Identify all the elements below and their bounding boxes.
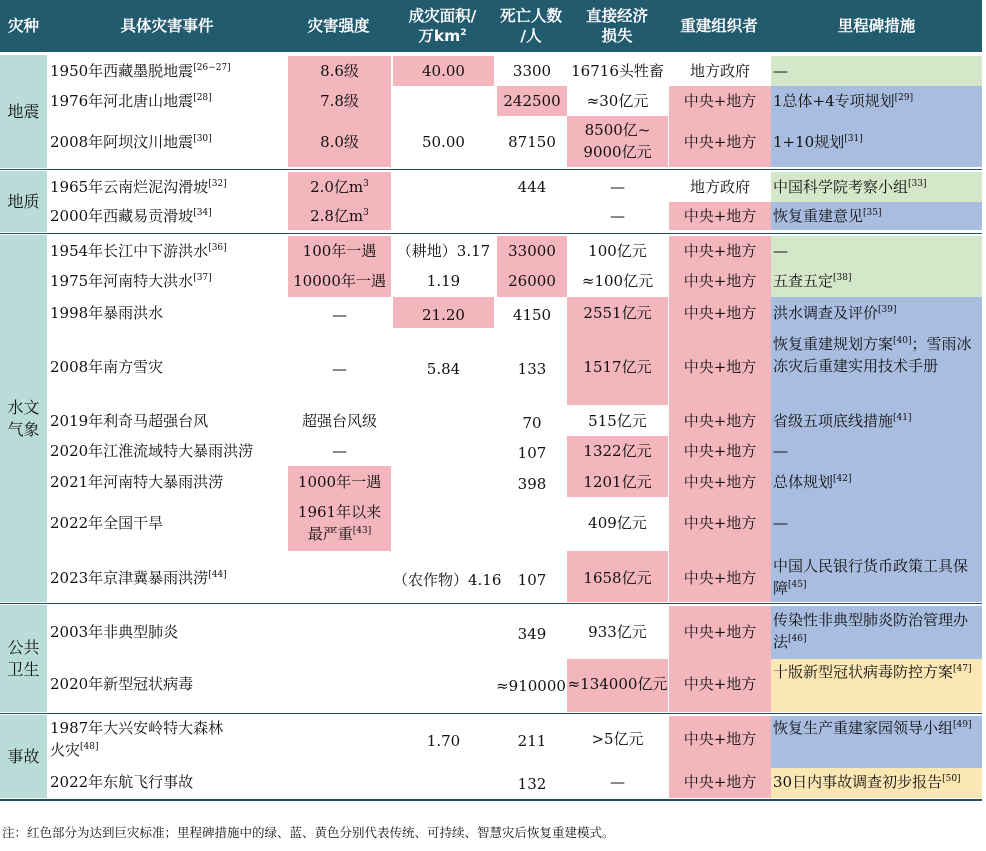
milestone-cell: 省级五项底线措施[41] bbox=[773, 412, 912, 430]
loss-cell: 8500亿~ 9000亿元 bbox=[583, 121, 652, 161]
event-cell: 1950年西藏墨脱地震[26−27] bbox=[50, 62, 231, 80]
loss-cell: 1201亿元 bbox=[583, 473, 652, 491]
event-cell: 1975年河南特大洪水[37] bbox=[50, 272, 212, 290]
area-cell: 21.20 bbox=[422, 306, 465, 324]
organizer-cell: 中央+地方 bbox=[683, 412, 757, 430]
category-earthquake: 地震 bbox=[0, 55, 47, 168]
area-cell: 1.19 bbox=[426, 272, 461, 290]
event-cell: 2022年全国干旱 bbox=[50, 514, 164, 532]
header-area: 成灾面积/ 万$km^2$ bbox=[408, 7, 477, 45]
event-cell: 1965年云南烂泥沟滑坡[32] bbox=[50, 178, 227, 196]
event-cell: 1954年长江中下游洪水[36] bbox=[50, 242, 227, 260]
intensity-cell: 1000年一遇 bbox=[297, 473, 382, 491]
event-cell: 2019年利奇马超强台风 bbox=[50, 412, 209, 430]
loss-cell: 1322亿元 bbox=[583, 442, 652, 460]
event-cell: 2021年河南特大暴雨洪涝 bbox=[50, 473, 224, 491]
event-cell: 2020年江淮流域特大暴雨洪涝 bbox=[50, 442, 254, 460]
area-cell: 40.00 bbox=[422, 62, 465, 80]
event-cell: 2003年非典型肺炎 bbox=[50, 623, 179, 641]
intensity-cell: 8.6级 bbox=[320, 62, 359, 80]
intensity-cell: 8.0级 bbox=[320, 133, 359, 151]
intensity-cell: 1961年以来 最严重[43] bbox=[297, 503, 382, 543]
deaths-cell: 211 bbox=[517, 732, 547, 750]
deaths-cell: 133 bbox=[517, 360, 547, 378]
loss-cell: — bbox=[610, 773, 625, 791]
category-accident: 事故 bbox=[0, 715, 47, 798]
organizer-cell: 中央+地方 bbox=[683, 207, 757, 225]
organizer-cell: 中央+地方 bbox=[683, 304, 757, 322]
organizer-cell: 中央+地方 bbox=[683, 133, 757, 151]
loss-cell: 409亿元 bbox=[588, 514, 647, 532]
organizer-cell: 中央+地方 bbox=[683, 514, 757, 532]
deaths-cell: 70 bbox=[522, 414, 542, 432]
event-cell: 1998年暴雨洪水 bbox=[50, 304, 164, 322]
deaths-cell: 398 bbox=[517, 475, 547, 493]
header-deaths: 死亡人数 /人 bbox=[499, 7, 562, 45]
loss-cell: 515亿元 bbox=[588, 412, 647, 430]
divider bbox=[0, 233, 982, 234]
divider bbox=[0, 603, 982, 604]
area-cell: （农作物）4.16 bbox=[393, 571, 502, 589]
intensity-cell: — bbox=[332, 306, 347, 324]
divider bbox=[0, 169, 982, 170]
event-cell: 1987年大兴安岭特大森林 火灾[48] bbox=[50, 719, 224, 759]
table-footnote: 注：红色部分为达到巨灾标准；里程碑措施中的绿、蓝、黄色分别代表传统、可持续、智慧灾后恢复重建模式。 bbox=[2, 825, 615, 840]
header-loss: 直接经济 损失 bbox=[585, 7, 648, 45]
milestone-cell: 恢复生产重建家园领导小组[49] bbox=[773, 719, 972, 737]
milestone-cell: — bbox=[773, 62, 788, 80]
deaths-cell: ≈910000 bbox=[496, 677, 566, 695]
deaths-cell: 87150 bbox=[508, 133, 556, 151]
event-cell: 2008年南方雪灾 bbox=[50, 358, 164, 376]
milestone-cell: 恢复重建规划方案[40]；雪雨冰冻灾后重建实用技术手册 bbox=[773, 335, 972, 375]
milestone-cell: 恢复重建意见[35] bbox=[773, 207, 882, 225]
deaths-cell: 4150 bbox=[512, 306, 552, 324]
category-hydro-meteorology: 水文 气象 bbox=[0, 235, 47, 602]
milestone-cell: — bbox=[773, 442, 788, 460]
intensity-cell: 7.8级 bbox=[320, 92, 359, 110]
organizer-cell: 中央+地方 bbox=[683, 272, 757, 290]
event-cell: 2000年西藏易贡滑坡[34] bbox=[50, 207, 212, 225]
organizer-cell: 中央+地方 bbox=[683, 242, 757, 260]
header-organizer: 重建组织者 bbox=[680, 17, 758, 35]
deaths-cell: 33000 bbox=[508, 242, 556, 260]
loss-cell: 16716头牲畜 bbox=[571, 62, 664, 80]
deaths-cell: 107 bbox=[517, 444, 547, 462]
deaths-cell: 349 bbox=[517, 625, 547, 643]
loss-cell: 1658亿元 bbox=[583, 569, 652, 587]
event-cell: 2022年东航飞行事故 bbox=[50, 773, 194, 791]
loss-cell: — bbox=[610, 178, 625, 196]
milestone-cell: 30日内事故调查初步报告[50] bbox=[773, 773, 961, 791]
category-public-health: 公共 卫生 bbox=[0, 605, 47, 712]
deaths-cell: 242500 bbox=[503, 92, 561, 110]
organizer-cell: 中央+地方 bbox=[683, 473, 757, 491]
deaths-cell: 107 bbox=[517, 571, 547, 589]
organizer-cell: 地方政府 bbox=[689, 62, 750, 80]
organizer-cell: 中央+地方 bbox=[683, 675, 757, 693]
milestone-cell: 十版新型冠状病毒防控方案[47] bbox=[773, 663, 972, 681]
header-event: 具体灾害事件 bbox=[120, 17, 214, 35]
organizer-cell: 中央+地方 bbox=[683, 92, 757, 110]
milestone-cell: — bbox=[773, 242, 788, 260]
intensity-cell: — bbox=[332, 442, 347, 460]
milestone-cell: 1+10规划[31] bbox=[773, 133, 863, 151]
milestone-cell: 洪水调查及评价[39] bbox=[773, 304, 897, 322]
loss-cell: ≈100亿元 bbox=[581, 272, 654, 290]
milestone-cell: 中国科学院考察小组[33] bbox=[773, 178, 927, 196]
organizer-cell: 中央+地方 bbox=[683, 442, 757, 460]
organizer-cell: 中央+地方 bbox=[683, 730, 757, 748]
deaths-cell: 444 bbox=[517, 178, 547, 196]
loss-cell: ≈134000亿元 bbox=[567, 675, 668, 693]
intensity-cell: 10000年一遇 bbox=[293, 272, 386, 290]
event-cell: 1976年河北唐山地震[28] bbox=[50, 92, 212, 110]
loss-cell: 2551亿元 bbox=[583, 304, 652, 322]
milestone-cell: 五查五定[38] bbox=[773, 272, 852, 290]
organizer-cell: 中央+地方 bbox=[683, 773, 757, 791]
organizer-cell: 中央+地方 bbox=[683, 569, 757, 587]
event-cell: 2023年京津冀暴雨洪涝[44] bbox=[50, 569, 227, 587]
loss-cell: 933亿元 bbox=[588, 623, 647, 641]
loss-cell: ≈30亿元 bbox=[586, 92, 649, 110]
organizer-cell: 地方政府 bbox=[689, 178, 750, 196]
intensity-cell: 2.8亿$m^3$ bbox=[310, 207, 369, 225]
milestone-cell: 总体规划[42] bbox=[773, 473, 852, 491]
area-cell: 5.84 bbox=[426, 360, 461, 378]
header-intensity: 灾害强度 bbox=[307, 17, 370, 35]
area-cell: 50.00 bbox=[422, 133, 465, 151]
header-disaster-type: 灾种 bbox=[7, 17, 39, 35]
area-cell: （耕地）3.17 bbox=[396, 242, 491, 260]
loss-cell: >5亿元 bbox=[591, 730, 644, 748]
organizer-cell: 中央+地方 bbox=[683, 358, 757, 376]
milestone-cell: 1总体+4专项规划[29] bbox=[773, 92, 914, 110]
milestone-cell: — bbox=[773, 514, 788, 532]
intensity-cell: 2.0亿$m^3$ bbox=[310, 178, 369, 196]
area-cell: 1.70 bbox=[426, 732, 461, 750]
category-geology: 地质 bbox=[0, 171, 47, 232]
intensity-cell: — bbox=[332, 360, 347, 378]
loss-cell: — bbox=[610, 207, 625, 225]
table-bottom-rule bbox=[0, 799, 982, 801]
deaths-cell: 26000 bbox=[508, 272, 556, 290]
loss-cell: 1517亿元 bbox=[583, 358, 652, 376]
milestone-cell: 传染性非典型肺炎防治管理办法[46] bbox=[773, 611, 969, 651]
milestone-cell: 中国人民银行货币政策工具保障[45] bbox=[773, 557, 969, 597]
intensity-cell: 超强台风级 bbox=[301, 412, 377, 430]
deaths-cell: 3300 bbox=[512, 62, 552, 80]
divider bbox=[0, 713, 982, 714]
deaths-cell: 132 bbox=[517, 775, 547, 793]
intensity-cell: 100年一遇 bbox=[302, 242, 377, 260]
event-cell: 2020年新型冠状病毒 bbox=[50, 675, 194, 693]
organizer-cell: 中央+地方 bbox=[683, 623, 757, 641]
header-milestone: 里程碑措施 bbox=[837, 17, 916, 35]
loss-cell: 100亿元 bbox=[588, 242, 647, 260]
event-cell: 2008年阿坝汶川地震[30] bbox=[50, 133, 212, 151]
